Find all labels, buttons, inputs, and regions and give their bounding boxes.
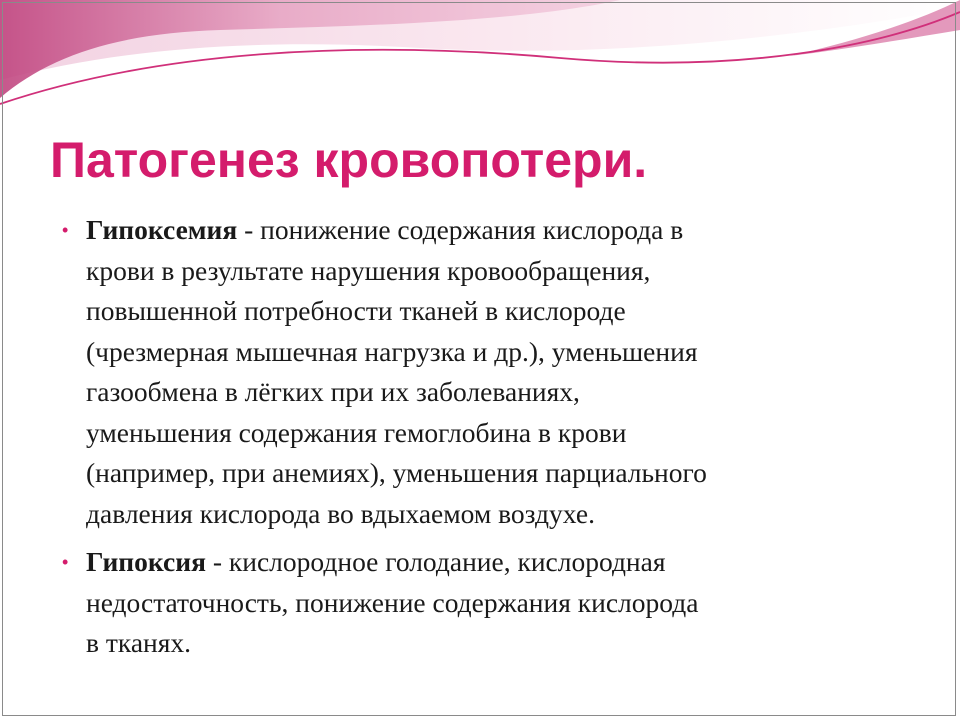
definition-line: (например, при анемиях), уменьшения парциального	[86, 457, 707, 488]
definition-line: газообмена в лёгких при их заболеваниях,	[86, 376, 580, 407]
definition-line: - кислородное голодание, кислородная	[205, 546, 666, 577]
bullet-item-hypoxia	[60, 542, 910, 664]
definition-line: давления кислорода во вдыхаемом воздухе.	[86, 497, 595, 529]
bullet-icon: •	[62, 220, 69, 240]
bullet-item-hypoxemia	[60, 210, 910, 534]
definition-line: уменьшения содержания гемоглобина в крови	[86, 416, 627, 448]
definition-line: (чрезмерная мышечная нагрузка и др.), уменьшения	[86, 335, 698, 367]
definition-line: - понижение содержания кислорода в	[237, 214, 684, 245]
decorative-wave-header	[0, 0, 960, 120]
definition-line: повышенной потребности тканей в кислороде	[86, 295, 626, 326]
definition-line: крови в результате нарушения кровообращения,	[86, 254, 651, 286]
term-hypoxia: Гипоксия	[86, 546, 206, 577]
definition-line: недостаточность, понижение содержания кислорода	[86, 586, 699, 618]
bullet-icon: •	[62, 552, 69, 572]
definition-line: в тканях.	[86, 627, 192, 658]
term-hypoxemia: Гипоксемия	[86, 214, 238, 245]
slide-title: Патогенез кровопотери.	[50, 132, 648, 188]
bullet-list	[60, 210, 910, 672]
